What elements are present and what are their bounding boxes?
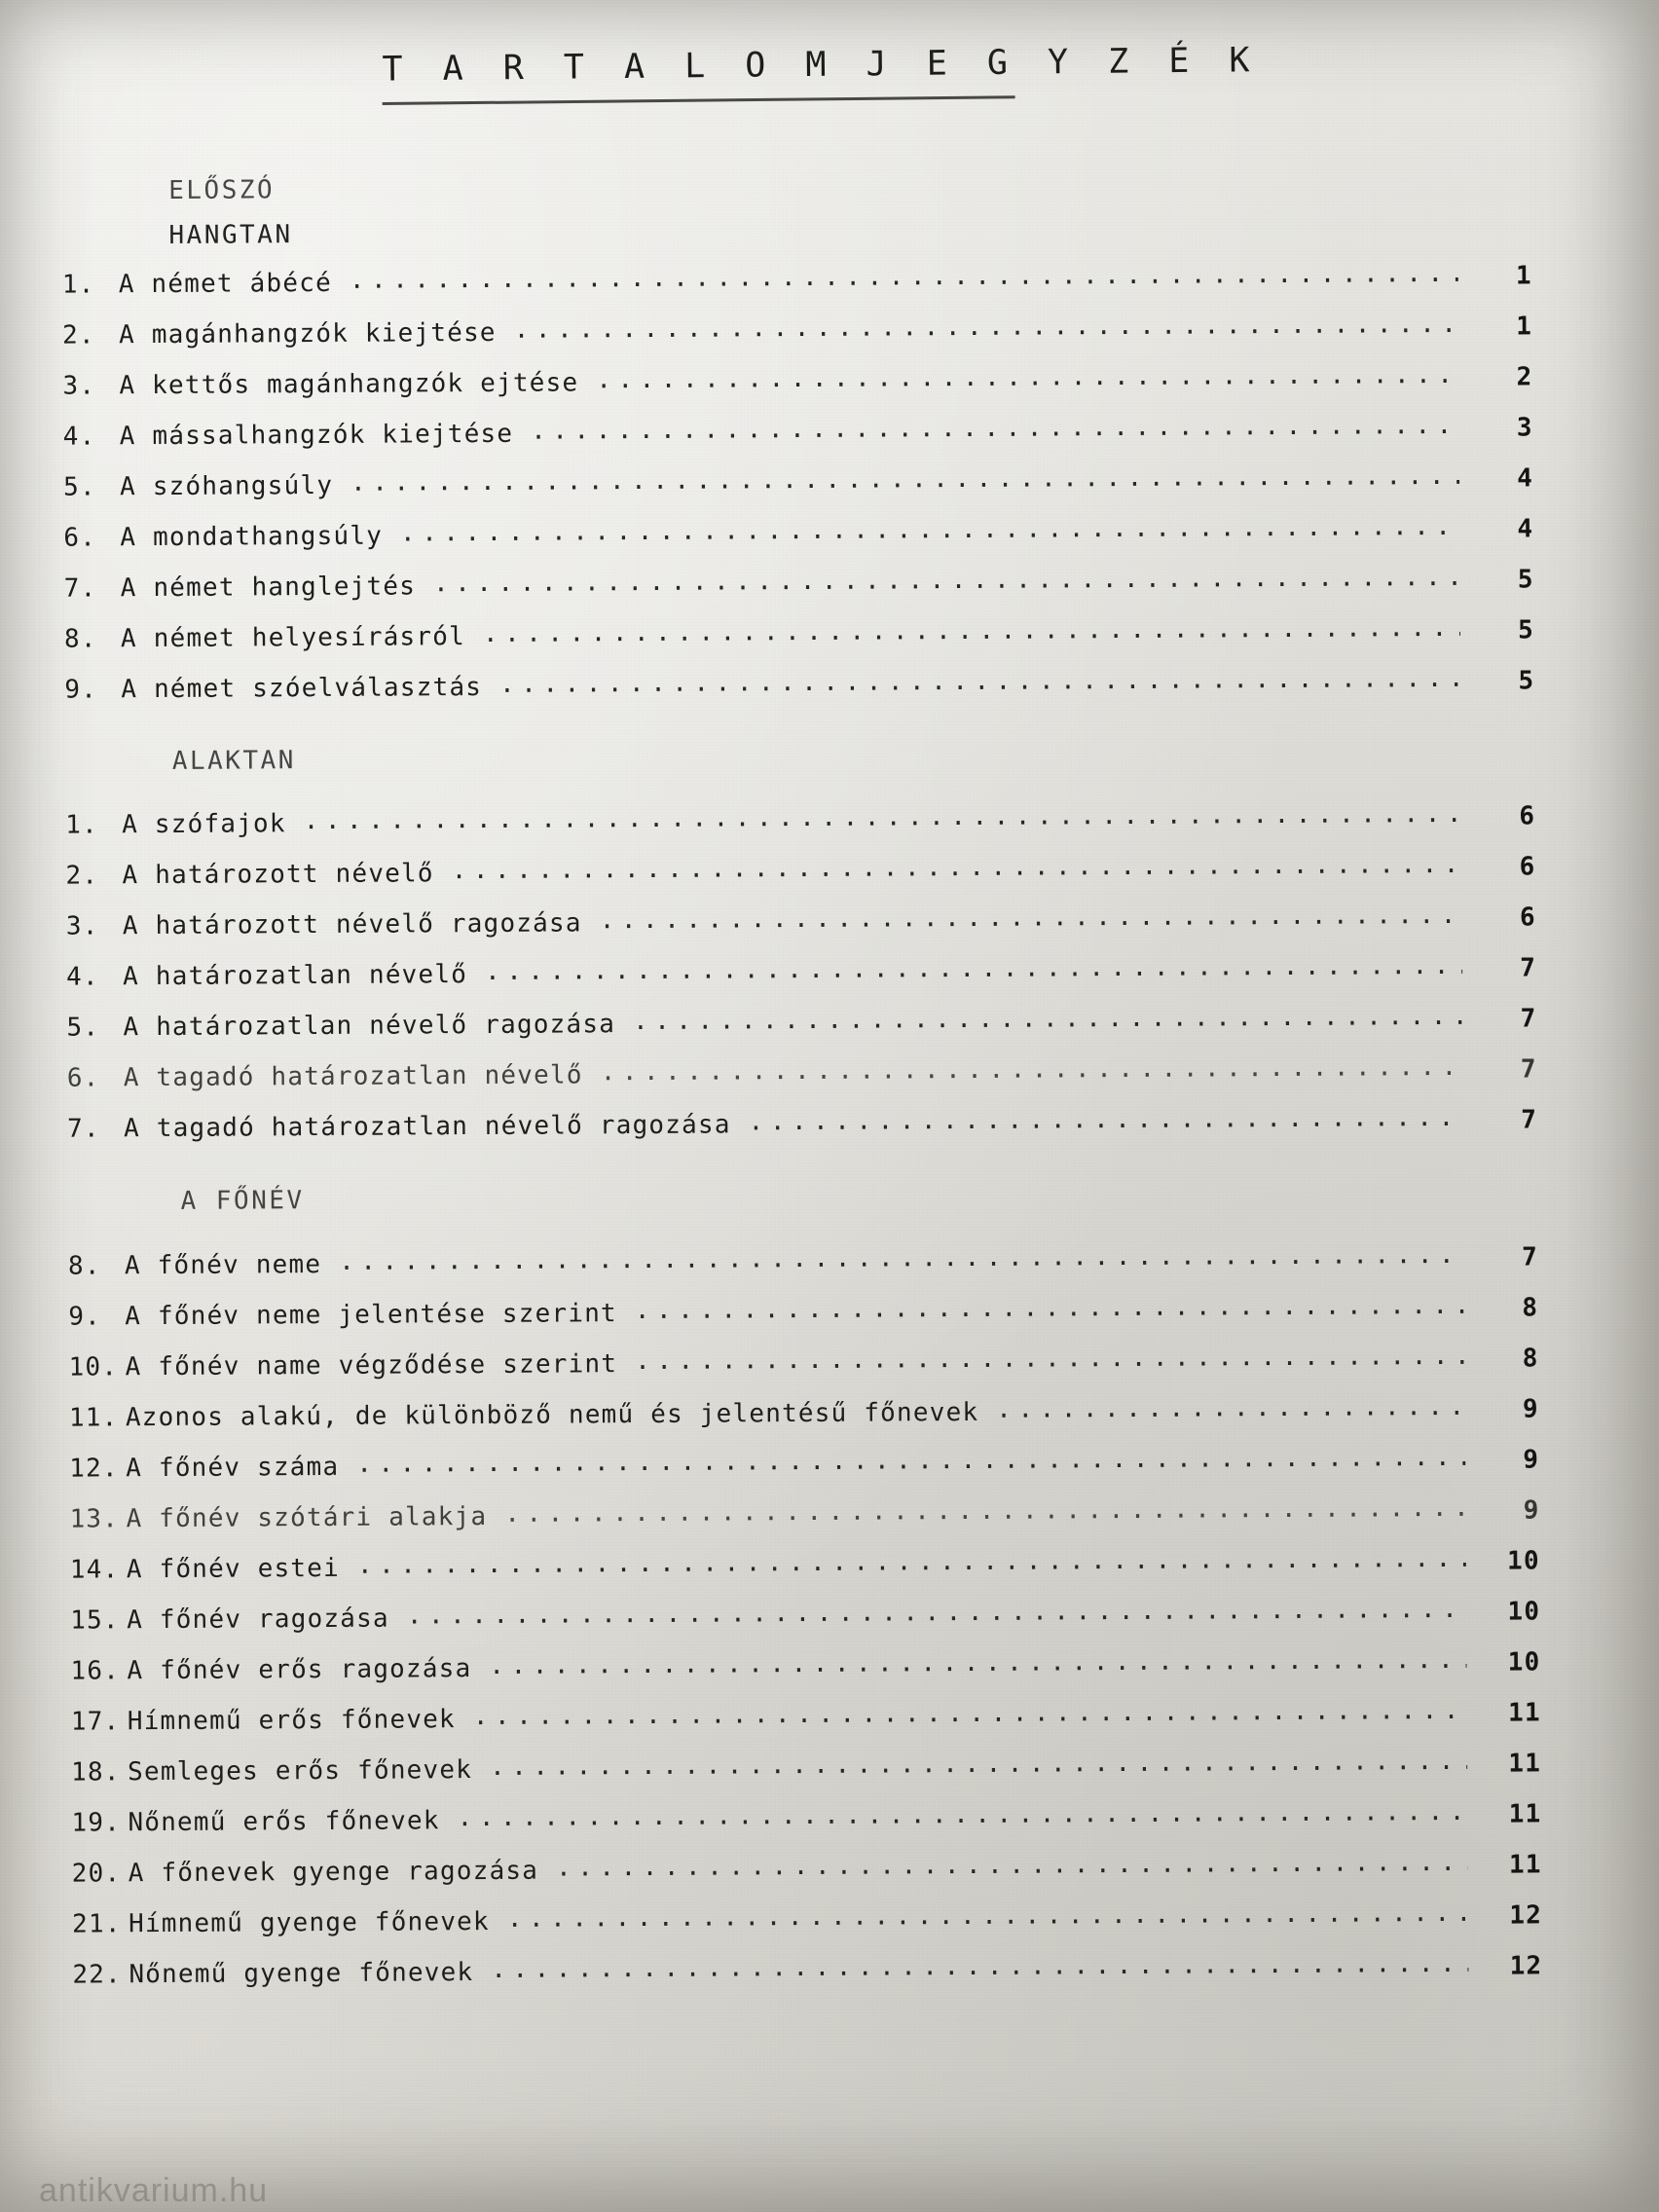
- entry-label: A tagadó határozatlan névelő: [123, 1060, 583, 1093]
- entry-number: 7.: [66, 1114, 100, 1144]
- toc-entry[interactable]: [65, 849, 1535, 901]
- page-title: T A R T A L O M J E G Y Z É K: [382, 41, 1260, 90]
- toc-entry[interactable]: [63, 511, 1533, 563]
- entry-number: 14.: [69, 1555, 120, 1585]
- entry-label: A mondathangsúly: [120, 521, 384, 553]
- dot-leader: [350, 259, 1458, 291]
- entry-number: 2.: [62, 320, 95, 350]
- dot-leader: [749, 1103, 1464, 1132]
- entry-page: 10: [1507, 1546, 1540, 1576]
- dot-leader: [452, 850, 1462, 881]
- entry-page: 5: [1517, 565, 1534, 595]
- dot-leader: [356, 1443, 1465, 1475]
- entry-label: Semleges erős főnevek: [128, 1755, 473, 1788]
- dot-leader: [556, 1848, 1468, 1879]
- entry-page: 12: [1509, 1900, 1543, 1931]
- entry-label: A főnév szótári alakja: [126, 1501, 488, 1534]
- toc-entry[interactable]: [64, 562, 1534, 613]
- entry-label: A főnév ragozása: [127, 1604, 389, 1636]
- entry-label: A tagadó határozatlan névelő ragozása: [123, 1110, 731, 1144]
- dot-leader: [473, 1696, 1467, 1727]
- entry-label: A határozatlan névelő: [123, 960, 468, 992]
- toc-entry[interactable]: [71, 1796, 1541, 1848]
- entry-label: A szófajok: [122, 809, 286, 840]
- entry-page: 11: [1508, 1799, 1542, 1829]
- dot-leader: [507, 1899, 1468, 1930]
- dot-leader: [407, 1595, 1466, 1627]
- dot-leader: [350, 461, 1459, 494]
- entry-label: A határozatlan névelő ragozása: [123, 1010, 616, 1043]
- entry-page: 11: [1508, 1850, 1542, 1880]
- toc-entry[interactable]: [62, 309, 1532, 360]
- toc-entry[interactable]: [62, 258, 1532, 310]
- entry-page: 6: [1519, 801, 1536, 831]
- toc-entry[interactable]: [70, 1594, 1540, 1645]
- entry-page: 8: [1522, 1293, 1539, 1323]
- toc-entry[interactable]: [72, 1948, 1542, 2000]
- entry-label: A határozott névelő: [122, 859, 434, 891]
- dot-leader: [304, 799, 1462, 831]
- dot-leader: [357, 1544, 1466, 1576]
- toc-entry[interactable]: [64, 663, 1534, 715]
- dot-leader: [531, 411, 1459, 442]
- scan-watermark: antikvarium.hu: [39, 2172, 269, 2209]
- entry-page: 7: [1521, 1105, 1538, 1135]
- entry-label: Azonos alakú, de különböző nemű és jelentésű főnevek: [125, 1397, 979, 1433]
- toc-entry[interactable]: [63, 461, 1533, 512]
- entry-number: 12.: [69, 1454, 119, 1484]
- entry-number: 5.: [66, 1013, 100, 1043]
- entry-page: 5: [1518, 666, 1535, 696]
- dot-leader: [339, 1240, 1464, 1272]
- toc-entry[interactable]: [72, 1847, 1542, 1899]
- entry-label: Nőnemű erős főnevek: [128, 1806, 440, 1838]
- entry-label: A határozott névelő ragozása: [122, 908, 582, 941]
- entry-page: 10: [1507, 1647, 1541, 1677]
- dot-leader: [635, 1291, 1465, 1321]
- entry-page: 12: [1509, 1951, 1543, 1981]
- entry-number: 2.: [65, 861, 99, 891]
- entry-page: 3: [1516, 413, 1533, 443]
- entry-page: 11: [1508, 1749, 1542, 1779]
- entry-number: 11.: [68, 1403, 119, 1433]
- toc-entry[interactable]: [64, 612, 1534, 664]
- entry-page: 5: [1518, 615, 1535, 645]
- entry-number: 13.: [69, 1504, 120, 1534]
- toc-entry[interactable]: [67, 1102, 1537, 1154]
- entry-number: 5.: [62, 472, 96, 502]
- entry-label: A német hanglejtés: [120, 571, 417, 604]
- toc-entry[interactable]: [69, 1391, 1539, 1443]
- dot-leader: [633, 1002, 1463, 1032]
- entry-page: 7: [1520, 953, 1537, 983]
- entry-label: Hímnemű erős főnevek: [127, 1705, 456, 1737]
- section-heading-hangtan: HANGTAN: [168, 220, 293, 250]
- entry-page: 7: [1520, 1004, 1537, 1034]
- toc-entry[interactable]: [67, 1051, 1537, 1103]
- entry-number: 7.: [63, 573, 97, 604]
- entry-number: 10.: [68, 1352, 119, 1382]
- dot-leader: [996, 1392, 1465, 1420]
- entry-number: 19.: [71, 1808, 122, 1838]
- dot-leader: [504, 1493, 1465, 1525]
- dot-leader: [400, 512, 1459, 544]
- toc-entry[interactable]: [71, 1746, 1541, 1797]
- toc-entry[interactable]: [70, 1543, 1540, 1595]
- entry-page: 7: [1520, 1054, 1537, 1085]
- toc-entry[interactable]: [66, 1001, 1536, 1052]
- entry-label: A magánhangzók kiejtése: [119, 317, 497, 350]
- entry-label: A főnév erős ragozása: [127, 1654, 472, 1686]
- dot-leader: [491, 1949, 1468, 1980]
- entry-page: 1: [1515, 261, 1532, 291]
- entry-label: A főnév neme jelentése szerint: [125, 1299, 617, 1332]
- entry-page: 6: [1519, 903, 1536, 933]
- dot-leader: [458, 1797, 1468, 1828]
- entry-label: A német helyesírásról: [120, 622, 466, 654]
- toc-entry[interactable]: [68, 1290, 1538, 1342]
- dot-leader: [601, 1052, 1463, 1083]
- entry-label: A főnév neme: [124, 1250, 322, 1281]
- entry-number: 1.: [61, 270, 95, 300]
- entry-number: 9.: [64, 675, 98, 705]
- toc-entry[interactable]: [68, 1341, 1538, 1392]
- entry-label: A szóhangsúly: [119, 470, 334, 502]
- entry-label: Nőnemű gyenge főnevek: [129, 1958, 474, 1990]
- dot-leader: [499, 664, 1460, 695]
- entry-page: 4: [1517, 514, 1534, 544]
- toc-entry[interactable]: [68, 1239, 1538, 1291]
- entry-number: 6.: [63, 523, 97, 553]
- entry-number: 20.: [71, 1859, 122, 1889]
- entry-number: 17.: [70, 1707, 121, 1737]
- entry-label: A főnevek gyenge ragozása: [128, 1856, 539, 1889]
- entry-number: 3.: [65, 911, 99, 941]
- toc-entry[interactable]: [63, 410, 1533, 461]
- toc-entry[interactable]: [70, 1644, 1540, 1696]
- dot-leader: [433, 563, 1460, 594]
- entry-number: 21.: [71, 1909, 122, 1939]
- toc-entry[interactable]: [69, 1442, 1539, 1493]
- entry-number: 22.: [72, 1960, 123, 1990]
- entry-page: 10: [1507, 1597, 1541, 1627]
- title-underline: [383, 95, 1015, 105]
- section-heading-fonev: A FŐNÉV: [180, 1186, 305, 1216]
- entry-page: 8: [1522, 1344, 1539, 1374]
- entry-page: 1: [1516, 312, 1533, 342]
- entry-label: A mássalhangzók kiejtése: [119, 419, 514, 452]
- dot-leader: [483, 613, 1460, 645]
- entry-number: 4.: [66, 962, 99, 992]
- dot-leader: [635, 1342, 1465, 1372]
- toc-entry[interactable]: [66, 950, 1536, 1002]
- entry-label: A kettős magánhangzók ejtése: [119, 368, 579, 401]
- entry-page: 9: [1523, 1445, 1540, 1475]
- entry-page: 7: [1521, 1242, 1539, 1272]
- dot-leader: [514, 310, 1459, 341]
- entry-page: 6: [1519, 852, 1536, 882]
- entry-page: 9: [1522, 1394, 1539, 1424]
- entry-number: 9.: [68, 1302, 102, 1332]
- entry-number: 16.: [70, 1656, 121, 1686]
- entry-label: A főnév name végződése szerint: [125, 1349, 618, 1382]
- toc-entry[interactable]: [66, 900, 1536, 951]
- dot-leader: [490, 1747, 1467, 1778]
- dot-leader: [600, 901, 1462, 931]
- entry-number: 3.: [62, 371, 96, 401]
- toc-entry[interactable]: [62, 359, 1532, 411]
- entry-number: 18.: [71, 1757, 121, 1788]
- entry-label: A német ábécé: [118, 268, 332, 300]
- entry-label: A német szóelválasztás: [121, 672, 483, 705]
- entry-page: 4: [1517, 463, 1534, 494]
- toc-entry[interactable]: [65, 798, 1535, 850]
- entry-number: 4.: [62, 422, 96, 452]
- entry-label: A főnév estei: [126, 1553, 341, 1585]
- entry-page: 9: [1523, 1495, 1540, 1526]
- toc-entry[interactable]: [71, 1695, 1541, 1747]
- entry-label: A főnév száma: [126, 1452, 340, 1484]
- entry-number: 1.: [65, 810, 98, 840]
- toc-entry[interactable]: [72, 1898, 1542, 1949]
- entry-page: 2: [1516, 362, 1533, 392]
- dot-leader: [485, 951, 1462, 982]
- entry-label: Hímnemű gyenge főnevek: [128, 1906, 490, 1939]
- dot-leader: [596, 360, 1458, 390]
- entry-number: 8.: [67, 1251, 101, 1281]
- entry-number: 8.: [63, 624, 97, 654]
- entry-number: 15.: [70, 1605, 120, 1636]
- entry-page: 11: [1507, 1698, 1541, 1728]
- entry-number: 6.: [66, 1063, 100, 1093]
- section-heading-alaktan: ALAKTAN: [171, 746, 296, 776]
- toc-entry[interactable]: [69, 1493, 1539, 1544]
- section-heading-eloszo: ELŐSZÓ: [168, 175, 276, 205]
- dot-leader: [489, 1645, 1466, 1677]
